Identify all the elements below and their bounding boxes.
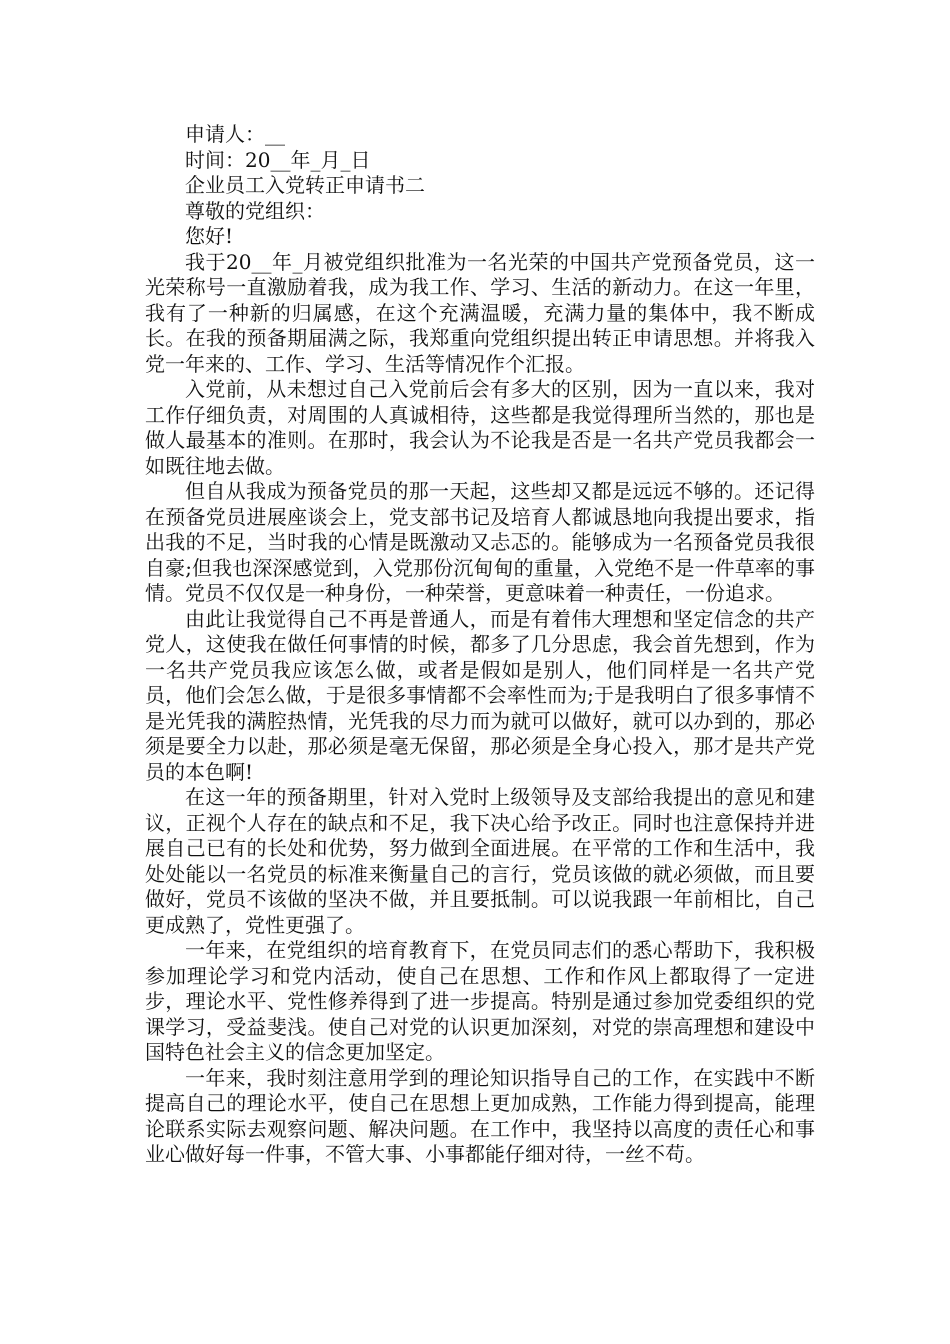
applicant-line: 申请人：__ xyxy=(185,122,285,146)
document-body xyxy=(145,122,815,1168)
document-title: 企业员工入党转正申请书二 xyxy=(185,173,425,197)
paragraph-3: 但自从我成为预备党员的那一天起，这些却又都是远远不够的。还记得在预备党员进展座谈会上，党支部书记及培育人都诚恳地向我提出要求，指出我的不足，当时我的心情是既激动又忐忑的。能够成为一名预备党员我很自豪;但我也深深感觉到，入党那份沉甸甸的重量，入党绝不是一件草率的事情。党员不仅仅是一种身份，一种荣誉，更意味着一种责任，一份追求。 xyxy=(145,479,815,605)
paragraph-4: 由此让我觉得自己不再是普通人，而是有着伟大理想和坚定信念的共产党人，这使我在做任何事情的时候，都多了几分思虑，我会首先想到，作为一名共产党员我应该怎么做，或者是假如是别人，他们同样是一名共产党员，他们会怎么做，于是很多事情都不会率性而为;于是我明白了很多事情不是光凭我的满腔热情，光凭我的尽力而为就可以做好，就可以办到的，那必须是要全力以赴，那必须是毫无保留，那必须是全身心投入，那才是共产党员的本色啊! xyxy=(145,606,815,784)
date-line: 时间：20__年_月_日 xyxy=(185,147,371,172)
paragraph-5: 在这一年的预备期里，针对入党时上级领导及支部给我提出的意见和建议，正视个人存在的缺点和不足，我下决心给予改正。同时也注意保持并进展自己已有的长处和优势，努力做到全面进展。在平常的工作和生活中，我处处能以一名党员的标准来衡量自己的言行，党员该做的就必须做，而且要做好，党员不该做的坚决不做，并且要抵制。可以说我跟一年前相比，自己更成熟了，党性更强了。 xyxy=(145,785,815,937)
paragraph-1: 我于20__年_月被党组织批准为一名光荣的中国共产党预备党员，这一光荣称号一直激励着我，成为我工作、学习、生活的新动力。在这一年里，我有了一种新的归属感，在这个充满温暖，充满力量的集体中，我不断成长。在我的预备期届满之际，我郑重向党组织提出转正申请思想。并将我入党一年来的、工作、学习、生活等情况作个汇报。 xyxy=(145,249,815,376)
salutation: 尊敬的党组织： xyxy=(185,198,325,223)
paragraph-2: 入党前，从未想过自己入党前后会有多大的区别，因为一直以来，我对工作仔细负责，对周围的人真诚相待，这些都是我觉得理所当然的，那也是做人最基本的准则。在那时，我会认为不论我是否是一名共产党员我都会一如既往地去做。 xyxy=(145,377,815,478)
greeting: 您好! xyxy=(185,224,234,248)
paragraph-6: 一年来，在党组织的培育教育下，在党员同志们的悉心帮助下，我积极参加理论学习和党内活动，使自己在思想、工作和作风上都取得了一定进步，理论水平、党性修养得到了进一步提高。特别是通过参加党委组织的党课学习，受益斐浅。使自己对党的认识更加深刻，对党的崇高理想和建设中国特色社会主义的信念更加坚定。 xyxy=(145,938,815,1064)
paragraph-7: 一年来，我时刻注意用学到的理论知识指导自己的工作，在实践中不断提高自己的理论水平，使自己在思想上更加成熟，工作能力得到提高，能理论联系实际去观察问题、解决问题。在工作中，我坚持以高度的责任心和事业心做好每一件事，不管大事、小事都能仔细对待，一丝不苟。 xyxy=(145,1065,815,1166)
